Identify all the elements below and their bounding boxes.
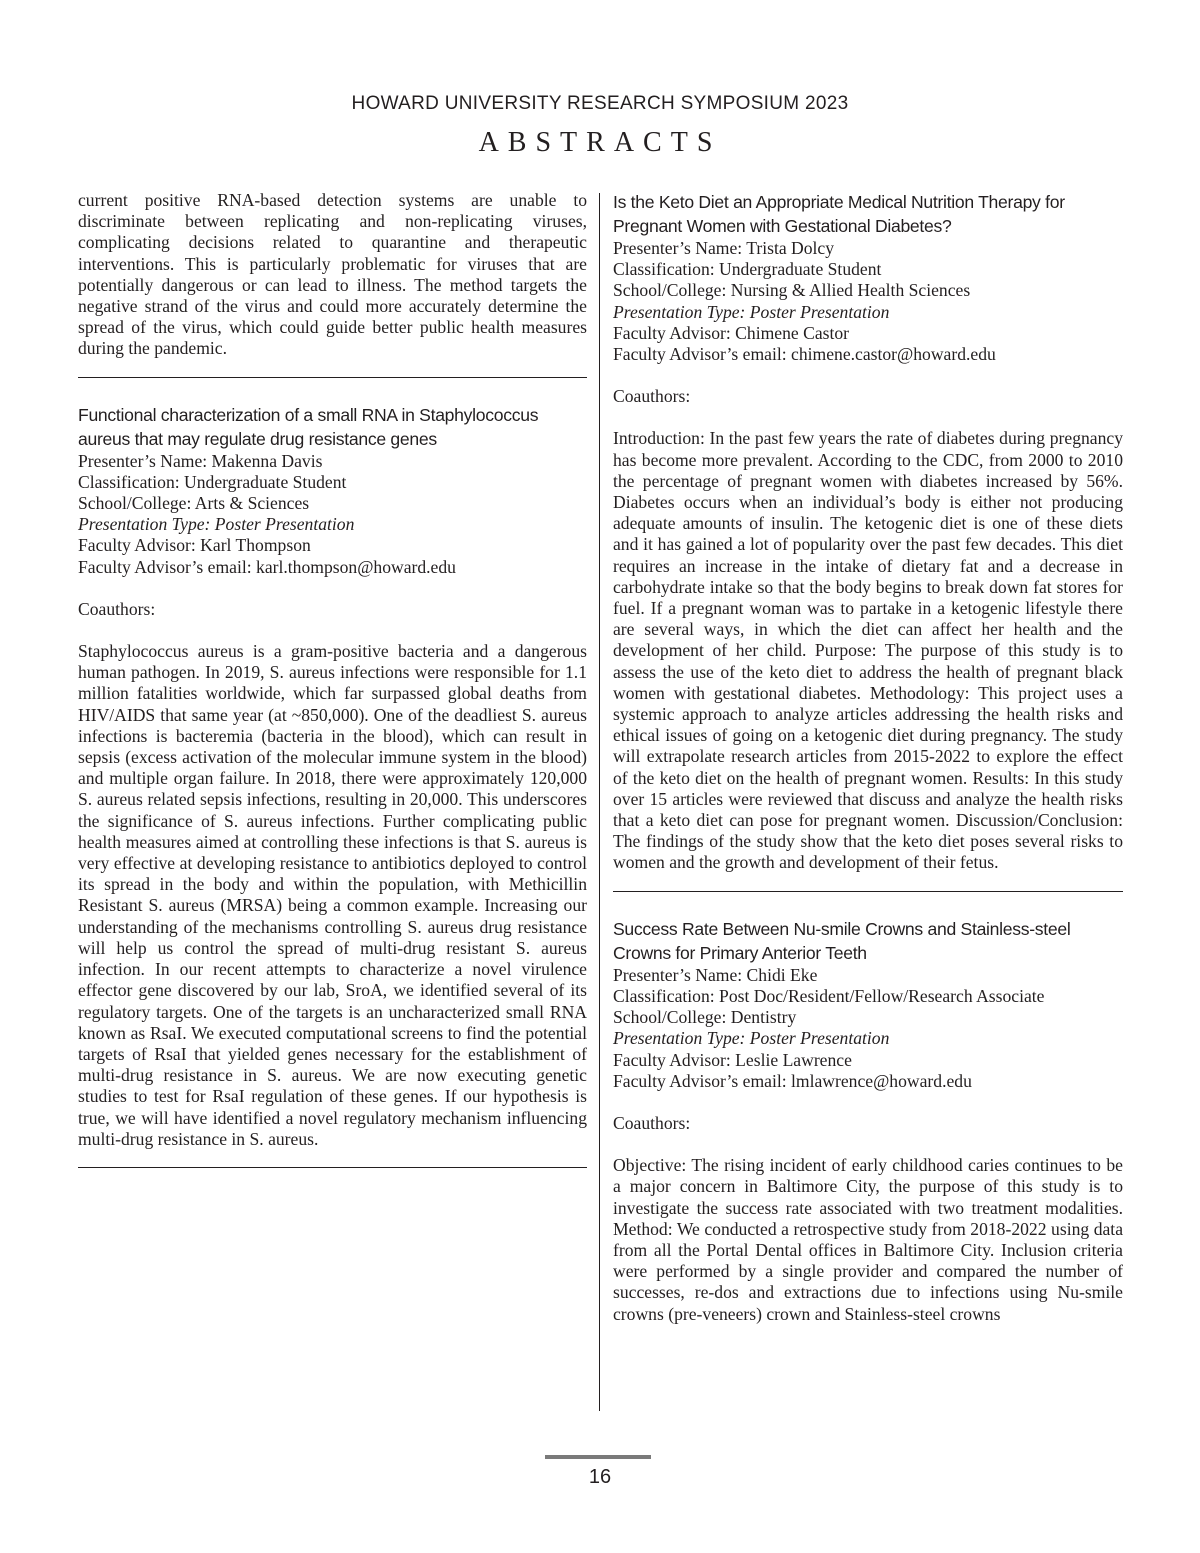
abstract-entry xyxy=(613,190,1123,874)
faculty-advisor-email: Faculty Advisor’s email: chimene.castor@howard.edu xyxy=(613,344,996,365)
school-college: School/College: Arts & Sciences xyxy=(78,493,310,514)
abstract-entry xyxy=(613,917,1123,1325)
presenter-name: Presenter’s Name: Makenna Davis xyxy=(78,450,323,471)
presentation-type: Presentation Type: Poster Presentation xyxy=(78,514,355,535)
abstract-title-line: Pregnant Women with Gestational Diabetes? xyxy=(613,216,952,236)
abstract-title xyxy=(78,403,587,451)
left-column xyxy=(78,190,587,1168)
abstract-title xyxy=(613,190,1123,238)
abstract-title-line: Is the Keto Diet an Appropriate Medical Nutrition Therapy for xyxy=(613,192,1065,212)
column-divider xyxy=(599,193,600,1411)
faculty-advisor-email: Faculty Advisor’s email: lmlawrence@howard.edu xyxy=(613,1070,972,1091)
presentation-type: Presentation Type: Poster Presentation xyxy=(613,301,890,322)
faculty-advisor: Faculty Advisor: Leslie Lawrence xyxy=(613,1049,852,1070)
abstract-title-line: Functional characterization of a small RNA in Staphylococcus xyxy=(78,404,539,425)
abstract-entry xyxy=(78,403,587,1150)
presenter-name: Presenter’s Name: Chidi Eke xyxy=(613,964,818,985)
faculty-advisor-email: Faculty Advisor’s email: karl.thompson@howard.edu xyxy=(78,556,456,577)
footer-bar xyxy=(545,1455,651,1459)
continuation-paragraph: current positive RNA-based detection systems are unable to discriminate between replicating and non-replicating viruses, complicating decisions related to quarantine and therapeutic interventions. This is particularly problematic for viruses that are potentially dangerous or can lead to illness. The method targets the negative strand of the virus and could more accurately determine the spread of the virus, which could guide better public health measures during the pandemic. xyxy=(78,190,587,359)
presentation-type: Presentation Type: Poster Presentation xyxy=(613,1028,890,1049)
coauthors: Coauthors: xyxy=(78,598,156,619)
abstract-title-line: Success Rate Between Nu-smile Crowns and Stainless-steel xyxy=(613,918,1071,939)
school-college: School/College: Dentistry xyxy=(613,1007,797,1028)
abstract-title-line: aureus that may regulate drug resistance genes xyxy=(78,428,437,449)
right-column xyxy=(613,190,1123,1325)
abstract-body: Introduction: In the past few years the rate of diabetes during pregnancy has become more prevalent. According to the CDC, from 2000 to 2010 the percentage of pregnant women with diabetes increased by 56%. Diabetes occurs when an individual’s body is either not producing adequate amounts of insulin. The ketogenic diet is one of these diets and it has gained a lot of popularity over the past few decades. This diet requires an increase in the intake of dietary fat and a decrease in carbohydrate intake so that the body begins to break down fat stores for fuel. If a pregnant woman was to partake in a ketogenic lifestyle there are several ways, in which the diet can affect her health and the development of her child. Purpose: The purpose of this study is to assess the use of the keto diet to address the health of pregnant black women with gestational diabetes. Methodology: This project uses a systemic approach to analyze articles addressing the health risks and ethical issues of going on a ketogenic diet during pregnancy. The study will extrapolate research articles from 2015-2022 to explore the effect of the keto diet on the health of pregnant women. Results: In this study over 15 articles were reviewed that discuss and analyze the health risks that a keto diet can pose for pregnant women. Discussion/Conclusion: The findings of the study show that the keto diet poses several risks to women and the growth and development of their fetus. xyxy=(613,428,1123,873)
faculty-advisor: Faculty Advisor: Chimene Castor xyxy=(613,322,850,343)
page-number: 16 xyxy=(588,1466,612,1488)
presenter-name: Presenter’s Name: Trista Dolcy xyxy=(613,238,835,258)
section-title: ABSTRACTS xyxy=(478,127,722,158)
abstract-title-line: Crowns for Primary Anterior Teeth xyxy=(613,942,867,963)
symposium-header: HOWARD UNIVERSITY RESEARCH SYMPOSIUM 2023 xyxy=(351,93,849,114)
faculty-advisor: Faculty Advisor: Karl Thompson xyxy=(78,535,311,556)
school-college: School/College: Nursing & Allied Health Sciences xyxy=(613,280,971,301)
coauthors: Coauthors: xyxy=(613,386,691,407)
abstract-body: Objective: The rising incident of early childhood caries continues to be a major concern in Baltimore City, the purpose of this study is to investigate the success rate associated with two treatment modalities. Method: We conducted a retrospective study from 2018-2022 using data from all the Portal Dental offices in Baltimore City. Inclusion criteria were performed by a single provider and compared the number of successes, re-dos and extractions due to infections using Nu-smile crowns (pre-veneers) crown and Stainless-steel crowns xyxy=(613,1155,1123,1324)
abstract-body: Staphylococcus aureus is a gram-positive bacteria and a dangerous human pathogen. In 2019, S. aureus infections were responsible for 1.1 million fatalities worldwide, which far surpassed global deaths from HIV/AIDS that same year (at ~850,000). One of the deadliest S. aureus infections is bacteremia (bacteria in the blood), which can result in sepsis (excess activation of the molecular immune system in the blood) and multiple organ failure. In 2018, there were approximately 120,000 S. aureus related sepsis infections, resulting in 20,000. This underscores the significance of S. aureus infections. Further complicating public health measures aimed at controlling these infections is that S. aureus is very effective at developing resistance to antibiotics deployed to control its spread in the body and within the population, with Methicillin Resistant S. aureus (MRSA) being a common example. Increasing our understanding of the mechanisms controlling S. aureus drug resistance will help us control the spread of multi-drug resistant S. aureus infection. In our recent attempts to characterize a novel virulence effector gene discovered by our lab, SroA, we identified several of its regulatory targets. One of the targets is an uncharacterized small RNA known as RsaI. We executed computational screens to find the potential targets of RsaI that yielded genes necessary for the establishment of multi-drug resistance in S. aureus. We are now executing genetic studies to test for RsaI regulation of these genes. If our hypothesis is true, we will have identified a novel regulatory mechanism influencing multi-drug resistance in S. aureus. xyxy=(78,641,587,1149)
classification: Classification: Undergraduate Student xyxy=(613,259,882,280)
classification: Classification: Undergraduate Student xyxy=(78,471,347,492)
abstract-separator xyxy=(78,1167,587,1168)
classification: Classification: Post Doc/Resident/Fellow/Research Associate xyxy=(613,985,1045,1006)
coauthors: Coauthors: xyxy=(613,1112,691,1133)
abstract-title xyxy=(613,917,1123,965)
